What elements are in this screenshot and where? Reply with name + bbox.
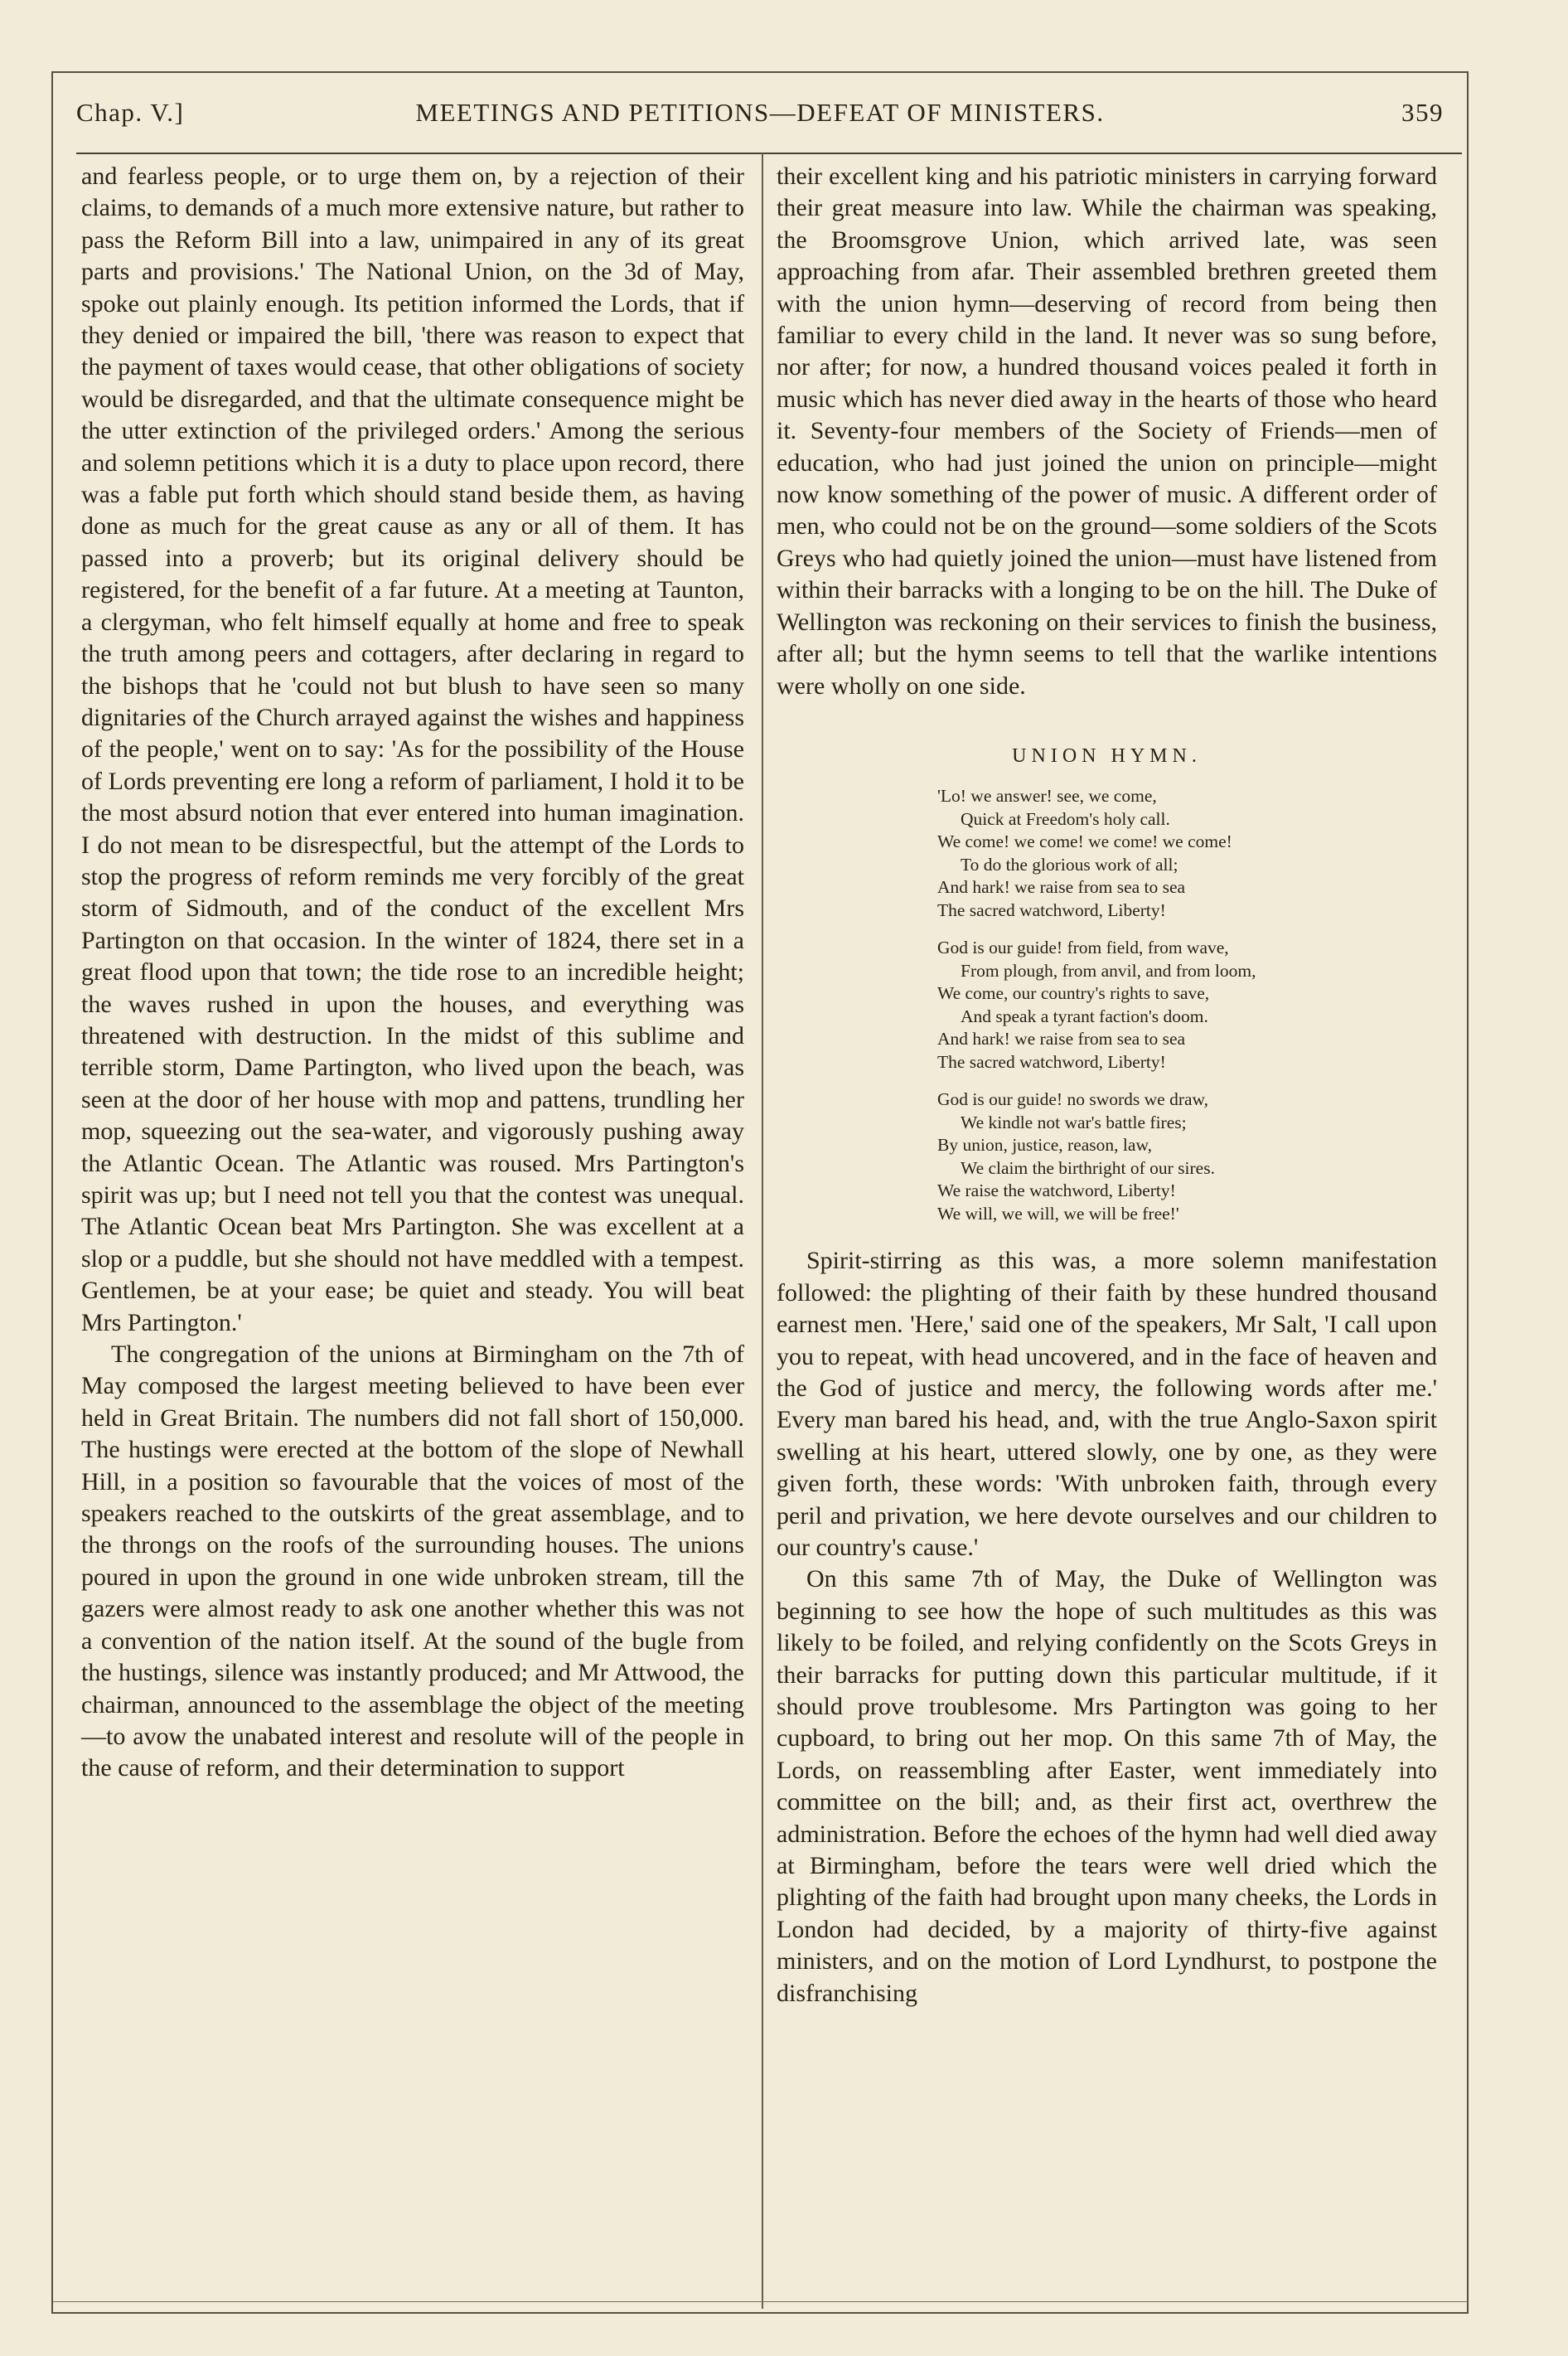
hymn-line: Quick at Freedom's holy call. [961, 808, 1170, 829]
left-column [81, 161, 744, 1785]
hymn-line: 'Lo! we answer! see, we come, [937, 786, 1157, 807]
page-heading: MEETINGS AND PETITIONS—DEFEAT OF MINISTERS. [415, 98, 1105, 127]
hymn-line: The sacred watchword, Liberty! [937, 1051, 1166, 1072]
column-divider [762, 153, 763, 2309]
footer-rule [53, 2301, 1467, 2302]
paragraph: Spirit-stirring as this was, a more solemn manifestation followed: the plighting of their faith by these hundred thousand earnest men. 'Here,' said one of the speakers, Mr Salt, 'I call upon you to repeat, with head uncovered, and in the face of heaven and the God of justice and mercy, the following words after me.' Every man bared his head, and, with the true Anglo-Saxon spirit swelling at his heart, uttered slowly, one by one, as they were given forth, these words: 'With unbroken faith, through every peril and privation, we here devote ourselves and our children to our country's cause.' [777, 1247, 1437, 1561]
page-number: 359 [1401, 98, 1444, 127]
hymn-line: By union, justice, reason, law, [937, 1135, 1152, 1156]
hymn-stanza [777, 937, 1437, 1074]
hymn-line: We kindle not war's battle fires; [961, 1112, 1187, 1132]
paragraph: and fearless people, or to urge them on, by a rejection of their claims, to demands of a much more extensive nature, but rather to pass the Reform Bill into a law, unimpaired in any of its great parts and provisions.' The National Union, on the 3d of May, spoke out plainly enough. Its petition informed the Lords, that if they denied or impaired the bill, 'there was reason to expect that the payment of taxes would cease, that other obligations of society would be disregarded, and that the ultimate consequence might be the utter extinction of the privileged orders.' Among the serious and solemn petitions which it is a duty to place upon record, there was a fable put forth which should stand beside them, as having done as much for the great cause as any or all of them. It has passed into a proverb; but its original delivery should be registered, for the benefit of a far future. At a meeting at Taunton, a clergyman, who felt himself equally at home and free to speak the truth among peers and cottagers, after declaring in regard to the bishops that he 'could not but blush to have seen so many dignitaries of the Church arrayed against the wishes and happiness of the people,' went on to say: 'As for the possibility of the House of Lords preventing ere long a reform of parliament, I hold it to be the most absurd notion that ever entered into human imagination. I do not mean to be disrespectful, but the attempt of the Lords to stop the progress of reform reminds me very forcibly of the great storm of Sidmouth, and of the conduct of the excellent Mrs Partington on that occasion. In the winter of 1824, there set in a great flood upon that town; the tide rose to an incredible height; the waves rushed in upon the houses, and everything was threatened with destruction. In the midst of this sublime and terrible storm, Dame Partington, who lived upon the beach, was seen at the door of her house with mop and pattens, trundling her mop, squeezing out the sea-water, and vigorously pushing away the Atlantic Ocean. The Atlantic was roused. Mrs Partington's spirit was up; but I need not tell you that the contest was unequal. The Atlantic Ocean beat Mrs Partington. She was excellent at a slop or a puddle, but she should not have meddled with a tempest. Gentlemen, be at your ease; be quiet and steady. You will beat Mrs Partington.' [81, 162, 744, 1336]
hymn-line: We come! we come! we come! we come! [937, 831, 1232, 852]
chapter-label: Chap. V.] [76, 98, 185, 127]
hymn-stanza [777, 785, 1437, 922]
hymn-verses [777, 785, 1437, 1225]
right-column [777, 161, 1437, 2009]
hymn-line: And hark! we raise from sea to sea [937, 877, 1186, 898]
hymn-title: UNION HYMN. [1012, 744, 1202, 767]
hymn-stanza [777, 1088, 1437, 1225]
hymn-line: We will, we will, we will be free!' [937, 1203, 1179, 1224]
hymn-line: We come, our country's rights to save, [937, 983, 1210, 1004]
hymn-line: We raise the watchword, Liberty! [937, 1180, 1176, 1201]
hymn-line: To do the glorious work of all; [961, 854, 1178, 875]
hymn-line: And hark! we raise from sea to sea [937, 1029, 1186, 1050]
book-page [51, 71, 1469, 2314]
hymn-line: From plough, from anvil, and from loom, [961, 960, 1256, 981]
hymn-line: The sacred watchword, Liberty! [937, 899, 1166, 920]
header-rule [76, 153, 1462, 154]
hymn-line: God is our guide! from field, from wave, [937, 938, 1229, 958]
running-head [76, 98, 1444, 148]
paragraph: their excellent king and his patriotic ministers in carrying forward their great measure into law. While the chairman was speaking, the Broomsgrove Union, which arrived late, was seen approaching from afar. Their assembled brethren greeted them with the union hymn—deserving of record from being then familiar to every child in the land. It never was so sung before, nor after; for now, a hundred thousand voices pealed it forth in music which has never died away in the hearts of those who heard it. Seventy-four members of the Society of Friends—men of education, who had just joined the union on principle—might now know something of the power of music. A different order of men, who could not be on the ground—some soldiers of the Scots Greys who had quietly joined the union—must have listened from within their barracks with a longing to be on the hill. The Duke of Wellington was reckoning on their services to finish the business, after all; but the hymn seems to tell that the warlike intentions were wholly on one side. [777, 162, 1437, 700]
hymn-line: And speak a tyrant faction's doom. [961, 1006, 1208, 1026]
hymn-line: God is our guide! no swords we draw, [937, 1089, 1209, 1110]
hymn-line: We claim the birthright of our sires. [961, 1157, 1215, 1178]
paragraph: The congregation of the unions at Birmingham on the 7th of May composed the largest meeting believed to have been ever held in Great Britain. The numbers did not fall short of 150,000. The hustings were erected at the bottom of the slope of Newhall Hill, in a position so favourable that the voices of most of the speakers reached to the outskirts of the great assemblage, and to the throngs on the roofs of the surrounding houses. The unions poured in upon the ground in one wide unbroken stream, till the gazers were almost ready to ask one another whether this was not a convention of the nation itself. At the sound of the bugle from the hustings, silence was instantly produced; and Mr Attwood, the chairman, announced to the assemblage the object of the meeting—to avow the unabated interest and resolute will of the people in the cause of reform, and their determination to support [81, 1340, 744, 1782]
paragraph: On this same 7th of May, the Duke of Wellington was beginning to see how the hope of such multitudes as this was likely to be foiled, and relying confidently on the Scots Greys in their barracks for putting down this particular multitude, if it should prove troublesome. Mrs Partington was going to her cupboard, to bring out her mop. On this same 7th of May, the Lords, on reassembling after Easter, went immediately into committee on the bill; and, as their first act, overthrew the administration. Before the echoes of the hymn had well died away at Birmingham, before the tears were well dried which the plighting of the faith had brought upon many cheeks, the Lords in London had decided, by a majority of thirty-five against ministers, and on the motion of Lord Lyndhurst, to postpone the disfranchising [777, 1565, 1437, 2007]
